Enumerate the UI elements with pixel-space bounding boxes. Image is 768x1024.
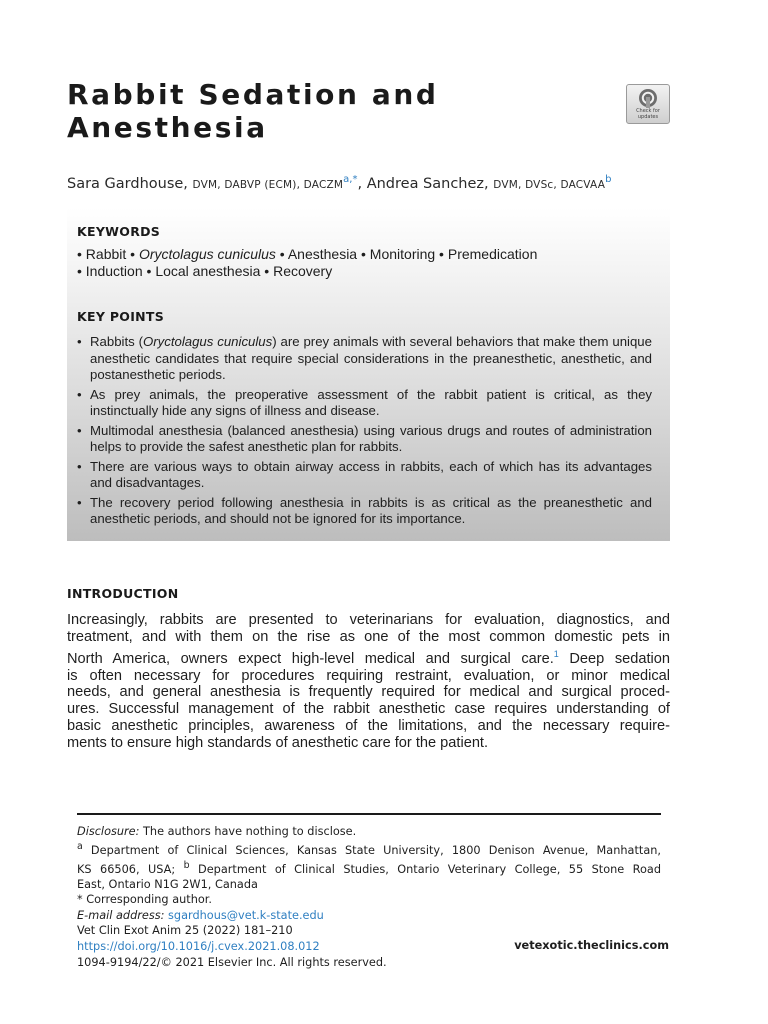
email-label: E-mail address: [77, 908, 165, 922]
affiliation-link[interactable]: b [605, 174, 612, 185]
key-point-item [77, 423, 652, 456]
journal-citation: Vet Clin Exot Anim 25 (2022) 181–210 [77, 924, 293, 937]
affiliation-mark: a [77, 841, 83, 853]
disclosure-line [77, 824, 661, 839]
paragraph-line: ures. Successful management of the rabbit anesthetic case requires understanding of [67, 701, 670, 718]
affiliation-text: Department of Clinical Studies, Ontario Veterinary College, 55 Stone Road [189, 862, 661, 876]
introduction-heading: INTRODUCTION [67, 586, 179, 601]
affiliation-line [77, 858, 661, 877]
keyword: Monitoring [369, 246, 436, 262]
paragraph-line: basic anesthetic principles, awareness of the limitations, and the necessary require- [67, 718, 670, 735]
email-link[interactable]: sgardhous@vet.k-state.edu [168, 908, 324, 922]
disclosure-label: Disclosure: [77, 825, 140, 838]
badge-text [627, 108, 669, 120]
affiliation-line: East, Ontario N1G 2W1, Canada [77, 878, 258, 892]
article-title [67, 78, 587, 144]
badge-text-line-2: updates [637, 114, 659, 120]
doi-link[interactable]: https://doi.org/10.1016/j.cvex.2021.08.012 [77, 940, 320, 953]
author-name: Andrea Sanchez, [366, 175, 489, 192]
key-point-italic: Oryctolagus cuniculus [143, 334, 273, 349]
key-points-heading: KEY POINTS [77, 309, 165, 324]
keyword: Oryctolagus cuniculus [138, 246, 276, 262]
keyword: Rabbit [85, 246, 127, 262]
paragraph-line: Increasingly, rabbits are presented to veterinarians for evaluation, diagnostics, and [67, 612, 670, 628]
key-point-item [77, 387, 652, 420]
author-credentials: DVM, DVSc, DACVAA [493, 178, 606, 191]
key-point-text: ) are prey animals with several behaviors that make them unique anesthetic candidates that require special considerations in the preanesthetic, anesthetic, and postanesthetic periods. [90, 334, 652, 382]
article-title-line-1: Rabbit Sedation and [67, 78, 439, 111]
key-point-text: There are various ways to obtain airway access in rabbits, each of which has its advantages and disadvantages. [90, 458, 652, 490]
crossmark-icon [638, 88, 658, 108]
key-point-item [77, 459, 652, 492]
key-point-text: Rabbits ( [90, 334, 143, 349]
keyword: Induction [85, 263, 143, 279]
key-point-text: The recovery period following anesthesia in rabbits is as critical as the preanesthetic and anesthetic periods, and should not be ignored for its importance. [90, 494, 652, 526]
affiliation-link[interactable]: a,* [343, 174, 358, 185]
paragraph-line: is often necessary for procedures requiring restraint, evaluation, or minor medical [67, 667, 670, 684]
paragraph-line: ments to ensure high standards of anesthetic care for the patient. [67, 735, 489, 752]
disclosure-text: The authors have nothing to disclose. [139, 825, 357, 838]
key-point-text: As prey animals, the preoperative assessment of the rabbit patient is critical, as they instinctually hide any signs of illness and disease. [90, 386, 652, 418]
keyword: Recovery [273, 263, 333, 279]
keywords-heading: KEYWORDS [77, 224, 161, 239]
keyword: Anesthesia [287, 246, 358, 262]
article-title-line-2: Anesthesia [67, 111, 268, 144]
reference-link[interactable]: 1 [553, 648, 559, 659]
author-credentials: DVM, DABVP (ECM), DACZM [192, 178, 344, 191]
keywords-keypoints-box [67, 208, 670, 541]
paragraph-text: Deep sedation [558, 650, 670, 667]
paragraph-line: needs, and general anesthesia is frequently required for medical and surgical proced- [67, 684, 670, 701]
key-point-item [77, 334, 652, 384]
journal-website-link[interactable]: vetexotic.theclinics.com [514, 939, 669, 952]
keyword: Premedication [447, 246, 538, 262]
author-list: Sara Gardhouse, DVM, DABVP (ECM), DACZM$^{a,*}$, Andrea Sanchez, DVM, DVSc, DACVAA$^b$ [67, 174, 612, 192]
copyright-line: 1094-9194/22/© 2021 Elsevier Inc. All rights reserved. [77, 956, 387, 969]
affiliation-line [77, 839, 661, 858]
introduction-paragraph [67, 612, 670, 752]
paragraph-text: North America, owners expect high-level medical and surgical care. [67, 650, 554, 667]
keywords-line: • Induction • Local anesthesia • Recovery [77, 263, 333, 279]
affiliation-text: Department of Clinical Sciences, Kansas State University, 1800 Denison Avenue, Manhattan, [82, 843, 661, 857]
key-point-item [77, 495, 652, 528]
check-for-updates-badge[interactable] [626, 84, 670, 124]
author-name: Sara Gardhouse, [67, 175, 188, 192]
key-points-list [77, 334, 652, 531]
keyword: Local anesthesia [155, 263, 261, 279]
keywords-line: • Rabbit • Oryctolagus cuniculus • Anesthesia • Monitoring • Premedication [77, 246, 538, 262]
footnotes [77, 824, 661, 923]
email-line [77, 908, 661, 923]
paragraph-line: treatment, and with them on the rise as one of the most common domestic pets in [67, 628, 670, 645]
footnote-divider [77, 813, 661, 815]
key-point-text: Multimodal anesthesia (balanced anesthesia) using various drugs and routes of administration helps to provide the safest anesthetic plan for rabbits. [90, 422, 652, 454]
badge-text-line-1: Check for [636, 108, 660, 114]
paragraph-line [67, 646, 670, 668]
affiliation-text: KS 66506, USA; [77, 862, 184, 876]
corresponding-author: * Corresponding author. [77, 893, 212, 907]
affiliation-mark: b [183, 860, 190, 872]
